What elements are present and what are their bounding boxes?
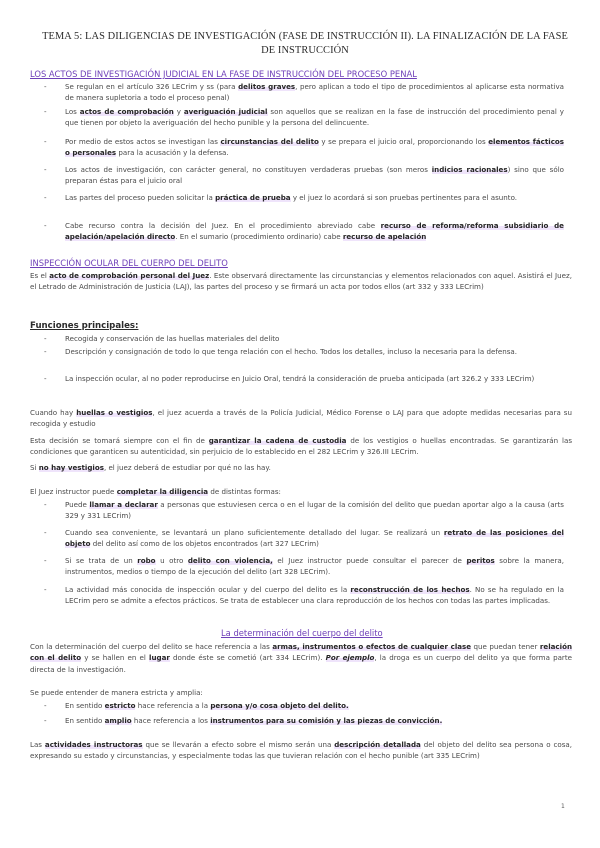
bullet-item: - Cuando sea conveniente, se levantará un plano suficientemente detallado del lugar. Se realizará un retrato de las posiciones del objeto del delito así como de los objetos encontrados (art 327 LECrim) [44, 528, 564, 549]
page-number: 1 [561, 803, 565, 810]
paragraph: Esta decisión se tomará siempre con el fin de garantizar la cadena de custodia de los vestigios o huellas encontradas. Se garantizarán las condiciones que garanticen su autenticidad, sin perjuicio de lo establecido en el 282 LECrim y 326.III LECrim. [30, 436, 573, 457]
paragraph: Con la determinación del cuerpo del delito se hace referencia a las armas, instrumentos o efectos de cualquier clase que puedan tener relación con el delito y se hallen en el lugar donde éste se cometió (art 334 LECrim). Por ejemplo, la droga es un cuerpo del delito ya que forma parte directa de la investigación. [30, 642, 572, 674]
bullet-item: - Se regulan en el artículo 326 LECrim y ss (para delitos graves, pero aplican a todo el tipo de procedimientos al aplicarse esta normativa de manera supletoria a todo el proceso penal) [44, 82, 564, 103]
bullet-item: - En sentido estricto hace referencia a la persona y/o cosa objeto del delito. [44, 701, 349, 710]
bullet-item: - La inspección ocular, al no poder reproducirse en Juicio Oral, tendrá la consideración de prueba anticipada (art 326.2 y 333 LECrim) [44, 374, 535, 383]
section-heading-determinacion: La determinación del cuerpo del delito [221, 628, 383, 638]
paragraph: El Juez instructor puede completar la diligencia de distintas formas: [30, 487, 281, 496]
paragraph: Si no hay vestigios, el juez deberá de estudiar por qué no las hay. [30, 463, 271, 472]
paragraph: Es el acto de comprobación personal del Juez. Este observará directamente las circunstancias y elementos relacionados con aquel. Asistirá el Juez, el Letrado de Administración de Justicia (LAJ), las partes del proceso y se firmará un acta por todos ellos (art 332 y 333 LECrim) [30, 271, 572, 292]
bullet-item: - Cabe recurso contra la decisión del Juez. En el procedimiento abreviado cabe recurso de reforma/reforma subsidiario de apelación/apelación directo. En el sumario (procedimiento ordinario) cabe recurso de apelación [44, 221, 564, 242]
section-heading-inspeccion: INSPECCIÓN OCULAR DEL CUERPO DEL DELITO [30, 258, 228, 268]
bullet-item: - La actividad más conocida de inspección ocular y del cuerpo del delito es la reconstrucción de los hechos. No se ha regulado en la LECrim pero se admite a efectos prácticos. Se trata de establecer una clara reproducción de los hechos con todas las partes implicadas. [44, 585, 564, 606]
paragraph: Las actividades instructoras que se llevarán a efecto sobre el mismo serán una descripción detallada del objeto del delito sea persona o cosa, expresando su estado y circunstancias, y especialmente todas las que tuvieran relación con el hecho punible (art 335 LECrim) [30, 740, 573, 761]
paragraph: Se puede entender de manera estricta y amplia: [30, 688, 203, 697]
bullet-item: - Las partes del proceso pueden solicitar la práctica de prueba y el juez lo acordará si son pruebas pertinentes para el asunto. [44, 193, 518, 202]
page-title [40, 30, 570, 58]
title-line-1: TEMA 5: LAS DILIGENCIAS DE INVESTIGACIÓN (FASE DE INSTRUCCIÓN II). LA FINALIZACIÓN DE LA FASE [42, 31, 568, 42]
section-heading-actos: LOS ACTOS DE INVESTIGACIÓN JUDICIAL EN LA FASE DE INSTRUCCIÓN DEL PROCESO PENAL [30, 69, 417, 79]
bullet-item: - Los actos de comprobación y averiguación judicial son aquellos que se realizan en la fase de instrucción del procedimiento penal y que tienen por objeto la averiguación del hecho punible y la persona del delincuente. [44, 107, 564, 128]
title-line-2: DE INSTRUCCIÓN [261, 45, 349, 56]
bullet-item: - Los actos de investigación, con carácter general, no constituyen verdaderas pruebas (son meros indicios racionales) sino que sólo preparan éstas para el juicio oral [44, 165, 565, 186]
bullet-item: - Por medio de estos actos se investigan las circunstancias del delito y se prepara el juicio oral, proporcionando los elementos fácticos o personales para la acusación y la defensa. [44, 137, 564, 158]
functions-heading: Funciones principales: [30, 321, 139, 331]
bullet-item: - Si se trata de un robo u otro delito con violencia, el Juez instructor puede consultar el parecer de peritos sobre la manera, instrumentos, medios o tiempo de la ejecución del delito (art 328 LECrim). [44, 556, 564, 577]
paragraph: Cuando hay huellas o vestigios, el juez acuerda a través de la Policía Judicial, Médico Forense o LAJ para que adopte medidas necesarias para su recogida y estudio [30, 408, 573, 429]
bullet-item: - Descripción y consignación de todo lo que tenga relación con el hecho. Todos los detalles, incluso la necesaria para la defensa. [44, 347, 518, 356]
bullet-item: - Recogida y conservación de las huellas materiales del delito [44, 334, 280, 343]
bullet-item: - Puede llamar a declarar a personas que estuviesen cerca o en el lugar de la comisión del delito que puedan aportar algo a la causa (arts 329 y 331 LECrim) [44, 500, 564, 521]
bullet-item: - En sentido amplio hace referencia a los instrumentos para su comisión y las piezas de convicción. [44, 716, 443, 725]
